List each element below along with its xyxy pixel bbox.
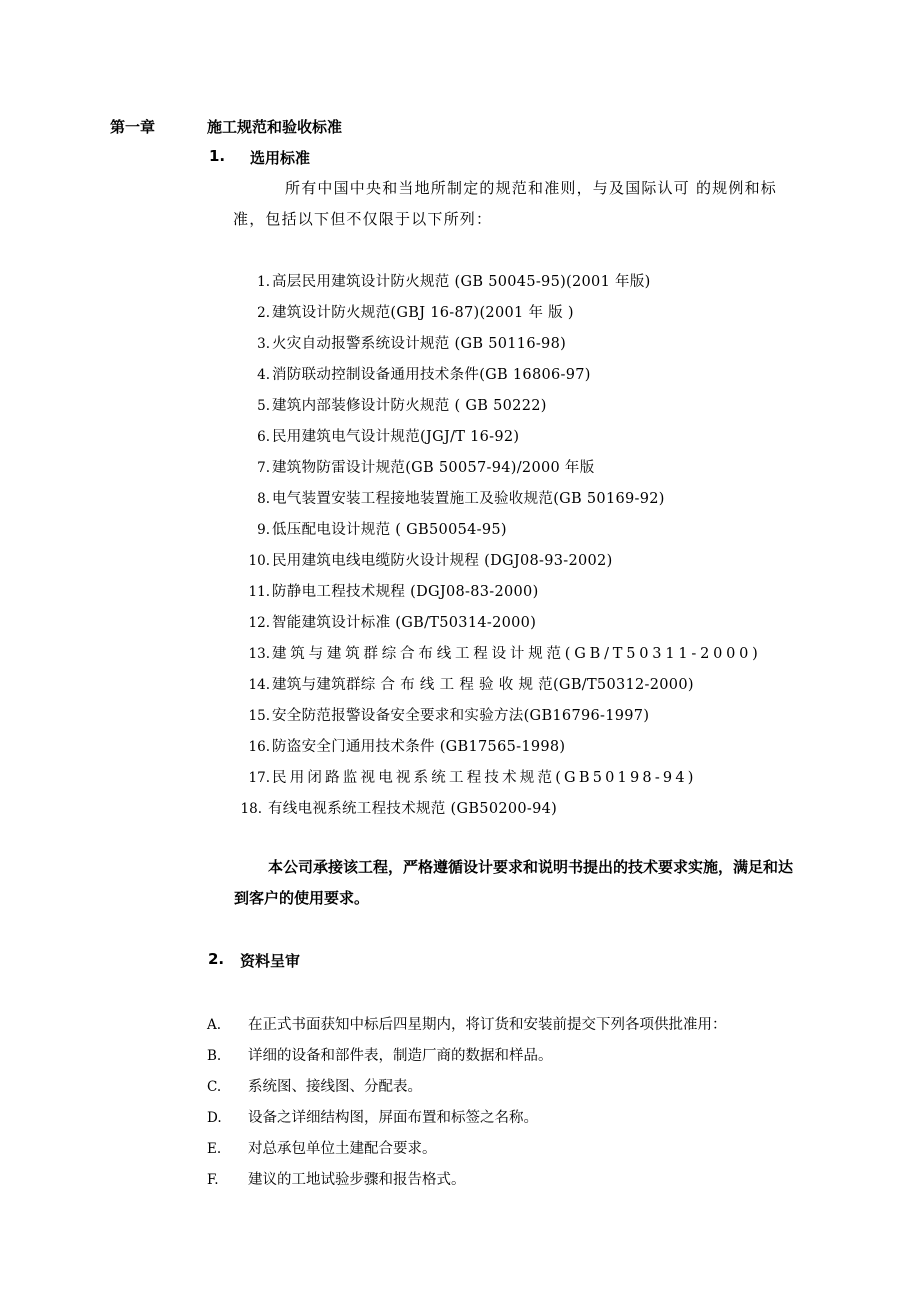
- list-item: 15. 安全防范报警设备安全要求和实验方法(GB16796-1997): [248, 708, 650, 724]
- list-item: 12. 智能建筑设计标准 (GB/T50314-2000): [248, 615, 537, 631]
- list-item: 2. 建筑设计防火规范(GBJ 16-87)(2001 年 版 ): [257, 305, 574, 321]
- list-item: 16. 防盗安全门通用技术条件 (GB17565-1998): [248, 739, 566, 755]
- list-item: 3. 火灾自动报警系统设计规范 (GB 50116-98): [257, 336, 567, 352]
- list-item: 4. 消防联动控制设备通用技术条件(GB 16806-97): [257, 367, 591, 383]
- section1-intro-line2: 准，包括以下但不仅限于以下所列：: [233, 210, 493, 228]
- chapter-title: 施工规范和验收标准: [207, 118, 343, 136]
- list-item: B. 详细的设备和部件表，制造厂商的数据和样品。: [207, 1048, 553, 1064]
- list-item: 5. 建筑内部装修设计防火规范 ( GB 50222): [257, 398, 547, 414]
- list-item: 1. 高层民用建筑设计防火规范 (GB 50045-95)(2001 年版): [257, 274, 651, 290]
- list-item: 9. 低压配电设计规范 ( GB50054-95): [257, 522, 507, 538]
- commitment-line1: 本公司承接该工程，严格遵循设计要求和说明书提出的技术要求实施，满足和达: [268, 858, 794, 876]
- list-item: 7. 建筑物防雷设计规范(GB 50057-94)/2000 年版: [257, 460, 595, 476]
- section1-intro-line1: 所有中国中央和当地所制定的规范和准则，与及国际认可 的规例和标: [285, 179, 777, 197]
- list-item: 17. 民用闭路监视电视系统工程技术规范(GB50198-94): [248, 770, 697, 786]
- list-item: C. 系统图、接线图、分配表。: [207, 1079, 422, 1095]
- list-item: A. 在正式书面获知中标后四星期内，将订货和安装前提交下列各项供批准用：: [207, 1017, 727, 1033]
- list-item: 13. 建筑与建筑群综合布线工程设计规范(GB/T50311-2000): [248, 646, 762, 662]
- list-item: 8. 电气装置安装工程接地装置施工及验收规范(GB 50169-92): [257, 491, 665, 507]
- list-item: 11. 防静电工程技术规程 (DGJ08-83-2000): [248, 584, 539, 600]
- list-item: E. 对总承包单位土建配合要求。: [207, 1141, 437, 1157]
- list-item: 10. 民用建筑电线电缆防火设计规程 (DGJ08-93-2002): [248, 553, 613, 569]
- section2-number: 2.: [208, 950, 225, 968]
- list-item: 14. 建筑与建筑群综 合 布 线 工 程 验 收 规 范(GB/T50312-2000): [248, 677, 694, 693]
- list-item: 18. 有线电视系统工程技术规范 (GB50200-94): [240, 801, 558, 817]
- section1-title: 选用标准: [250, 149, 311, 167]
- chapter-label: 第一章: [110, 118, 156, 136]
- section2-title: 资料呈审: [240, 952, 301, 970]
- commitment-line2: 到客户的使用要求。: [234, 889, 370, 907]
- section1-number: 1.: [209, 147, 226, 165]
- list-item: F. 建议的工地试验步骤和报告格式。: [207, 1172, 466, 1188]
- list-item: 6. 民用建筑电气设计规范(JGJ/T 16-92): [257, 429, 520, 445]
- list-item: D. 设备之详细结构图，屏面布置和标签之名称。: [207, 1110, 538, 1126]
